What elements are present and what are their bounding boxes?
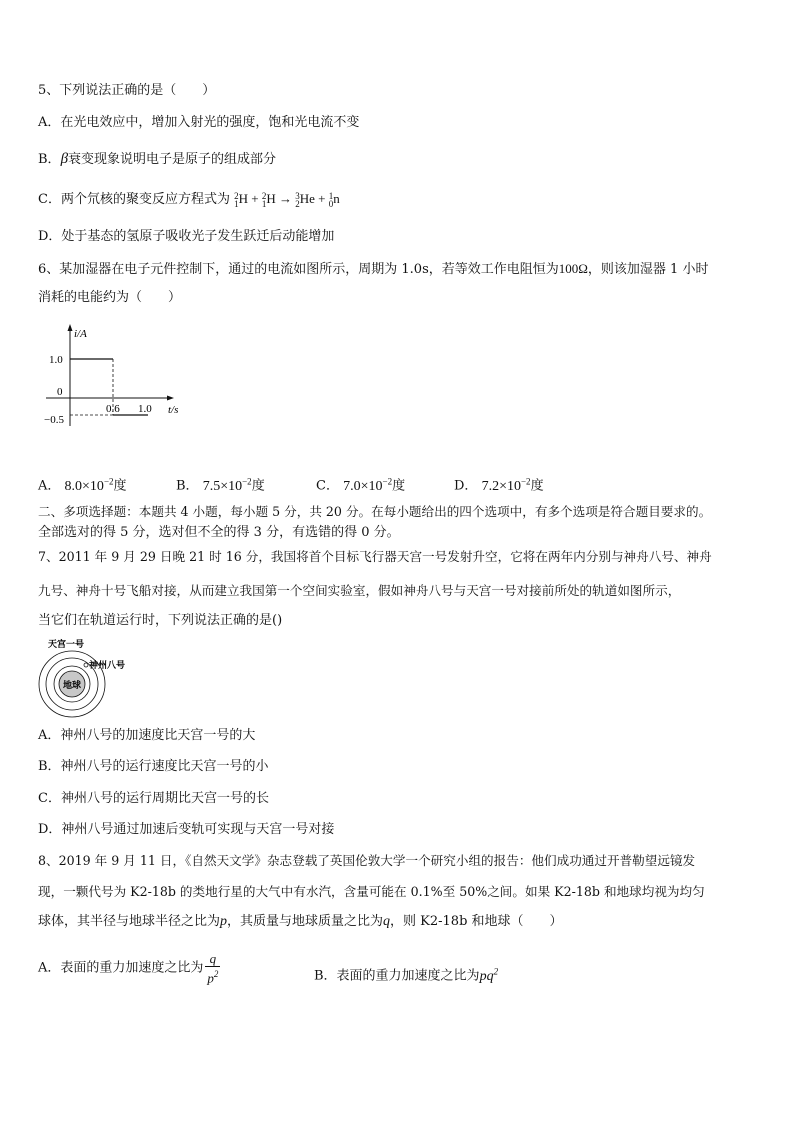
q6-stem-line2: 消耗的电能约为（ ） [38, 290, 182, 305]
q6-option-d-exp: −2 [520, 476, 531, 486]
q6-option-c-exp: −2 [382, 476, 393, 486]
q6-option-d-value: 7.2 [481, 478, 500, 494]
q6-option-b-exp: −2 [242, 476, 252, 486]
q6-option-d[interactable] [454, 472, 544, 496]
q6-option-b-times: ×10 [220, 478, 243, 494]
q8-option-a-numerator: q [205, 952, 220, 967]
y-tick-0: 0 [57, 386, 63, 398]
x-tick-1-0: 1.0 [138, 403, 152, 415]
q7-stem-line2: 九号、神舟十号飞船对接，从而建立我国第一个空间实验室，假如神舟八号与天宫一号对接前所处的轨道如图所示， [38, 583, 681, 598]
fusion-equation: 2 1 H + 2 1 H → 3 2 He + 1 0 n [234, 191, 340, 210]
q8-stem-part2: ，其质量与地球质量之比为 [227, 914, 384, 929]
q6-option-b-letter: B． [176, 478, 199, 494]
x-tick-0-6: 0.6 [106, 403, 120, 415]
q5-stem: 5、下列说法正确的是（ ） [38, 83, 216, 98]
q6-option-b[interactable] [176, 472, 265, 496]
q8-var-p: p [220, 914, 228, 929]
q6-option-d-unit: 度 [530, 478, 544, 494]
y-axis-label: i/A [74, 328, 87, 340]
tiangong-label: 天宫一号 [48, 640, 85, 650]
q6-option-c[interactable] [316, 472, 405, 496]
q6-option-a-unit: 度 [113, 478, 127, 494]
x-axis-label: t/s [168, 404, 179, 416]
q8-stem-part1: 球体，其半径与地球半径之比为 [38, 914, 221, 929]
q6-option-a-value: 8.0 [64, 478, 83, 494]
orbit-diagram [38, 636, 138, 718]
q8-stem-line3 [38, 913, 563, 931]
q6-option-a-exp: −2 [103, 476, 114, 486]
section2-heading-line2: 全部选对的得 5 分，选对但不全的得 3 分，有选错的得 0 分。 [38, 525, 400, 540]
q8-stem-line2: 现，一颗代号为 K2-18b 的类地行星的大气中有水汽，含量可能在 0.1%至 50%之间。如果 K2-18b 和地球均视为均匀 [38, 884, 705, 899]
q6-option-c-times: ×10 [360, 478, 383, 494]
q5-option-d[interactable]: D．处于基态的氢原子吸收光子发生跃迁后动能增加 [38, 229, 335, 244]
q8-option-a-denominator: p [207, 970, 214, 986]
y-tick-1: 1.0 [49, 354, 63, 366]
q8-stem-part3: ，则 K2-18b 和地球（ ） [390, 914, 563, 929]
q6-option-a-times: ×10 [82, 478, 104, 494]
beta-symbol: β [60, 151, 69, 167]
q6-stem-line1 [38, 260, 708, 279]
q7-stem-line3: 当它们在轨道运行时，下列说法正确的是() [38, 613, 283, 628]
q6-option-c-letter: C． [316, 478, 339, 494]
x-axis-arrow-icon [167, 396, 174, 401]
q6-option-b-unit: 度 [251, 478, 265, 494]
section2-heading-line1: 二、多项选择题：本题共 4 小题，每小题 5 分，共 20 分。在每小题给出的四个选项中，有多个选项是符合题目要求的。 [38, 504, 712, 519]
earth-label: 地球 [62, 681, 82, 691]
q5-option-b-letter: B． [38, 152, 61, 167]
q6-stem-part2: ，则该加湿器 1 小时 [587, 262, 709, 277]
q8-option-b-text: B．表面的重力加速度之比为 [314, 968, 480, 984]
q6-option-d-times: ×10 [499, 478, 521, 494]
y-axis-arrow-icon [68, 324, 73, 331]
q7-option-b[interactable]: B．神州八号的运行速度比天宫一号的小 [38, 759, 269, 774]
q6-option-c-unit: 度 [392, 478, 406, 494]
q6-option-a-letter: A． [38, 478, 61, 494]
q5-option-b-text: 衰变现象说明电子是原子的组成部分 [68, 152, 277, 167]
q6-option-c-value: 7.0 [343, 478, 361, 494]
q6-resistance: 100Ω [558, 261, 588, 276]
q8-option-b-expr: pq [479, 968, 494, 984]
q5-option-b[interactable] [38, 150, 276, 169]
q8-option-a[interactable] [38, 952, 222, 985]
q7-option-c[interactable]: C．神州八号的运行周期比天宫一号的长 [38, 791, 269, 806]
q8-option-a-fraction [205, 952, 220, 985]
q8-option-b-exp: 2 [493, 966, 499, 976]
q6-stem-part1: 6、某加湿器在电子元件控制下，通过的电流如图所示，周期为 1.0s，若等效工作电阻恒为 [38, 262, 559, 277]
q7-option-a[interactable]: A．神州八号的加速度比天宫一号的大 [38, 728, 256, 743]
shenzhou-label: 神州八号 [89, 661, 126, 671]
y-tick-neg: −0.5 [44, 414, 64, 426]
q7-option-d[interactable]: D．神州八号通过加速后变轨可实现与天宫一号对接 [38, 822, 335, 837]
q8-option-a-denominator-exp: 2 [213, 969, 219, 979]
q5-option-c[interactable] [38, 190, 340, 209]
q7-stem-line1: 7、2011 年 9 月 29 日晚 21 时 16 分，我国将首个目标飞行器天宫一号发射升空，它将在两年内分别与神舟八号、神舟 [38, 549, 712, 564]
q8-stem-line1: 8、2019 年 9 月 11 日，《自然天文学》杂志登载了英国伦敦大学一个研究小组的报告：他们成功通过开普勒望远镜发 [38, 853, 696, 868]
q8-option-b[interactable] [314, 962, 498, 986]
q8-var-q: q [383, 914, 391, 929]
q5-option-a[interactable]: A．在光电效应中，增加入射光的强度，饱和光电流不变 [38, 115, 360, 130]
current-graph [38, 322, 198, 428]
spacecraft-icon [84, 663, 88, 667]
q6-option-b-value: 7.5 [202, 478, 221, 494]
q6-option-a[interactable] [38, 472, 127, 496]
q8-option-a-text: A．表面的重力加速度之比为 [38, 960, 204, 976]
q6-option-d-letter: D． [454, 478, 478, 494]
q5-option-c-text: C．两个氘核的聚变反应方程式为 [38, 192, 230, 207]
